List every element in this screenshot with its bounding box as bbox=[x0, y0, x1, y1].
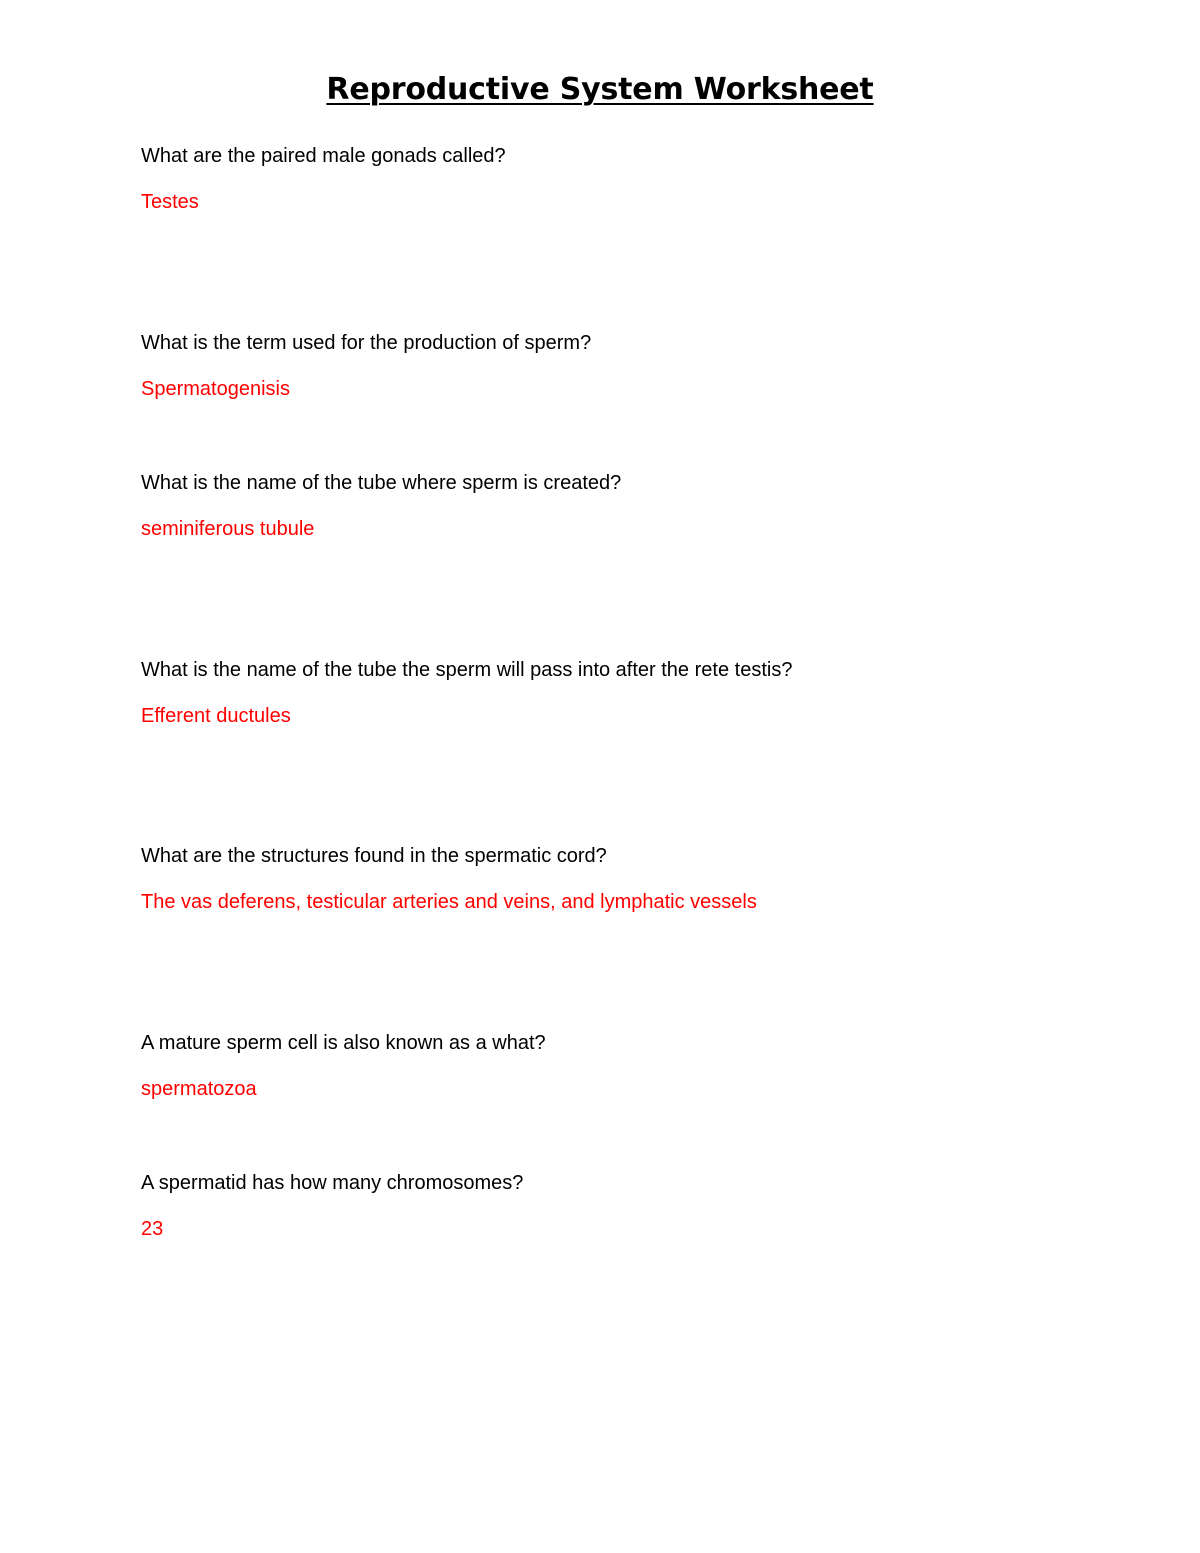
qa-item-4 bbox=[141, 657, 1141, 729]
answer-4: Efferent ductules bbox=[141, 705, 291, 727]
question-1: What are the paired male gonads called? bbox=[141, 145, 506, 167]
qa-item-3 bbox=[141, 470, 1141, 542]
answer-7: 23 bbox=[141, 1218, 164, 1240]
answer-6: spermatozoa bbox=[141, 1078, 257, 1100]
question-6: A mature sperm cell is also known as a what? bbox=[141, 1032, 546, 1054]
question-4: What is the name of the tube the sperm will pass into after the rete testis? bbox=[141, 659, 793, 681]
qa-item-7 bbox=[141, 1170, 1141, 1242]
qa-item-2 bbox=[141, 330, 1141, 402]
answer-1: Testes bbox=[141, 191, 199, 213]
qa-item-1 bbox=[141, 143, 1141, 215]
question-3: What is the name of the tube where sperm is created? bbox=[141, 472, 622, 494]
question-5: What are the structures found in the spermatic cord? bbox=[141, 845, 607, 867]
question-2: What is the term used for the production of sperm? bbox=[141, 332, 592, 354]
qa-item-6 bbox=[141, 1030, 1141, 1102]
answer-2: Spermatogenisis bbox=[141, 378, 290, 400]
answer-5: The vas deferens, testicular arteries and veins, and lymphatic vessels bbox=[141, 891, 757, 913]
answer-3: seminiferous tubule bbox=[141, 518, 315, 540]
qa-item-5 bbox=[141, 843, 1141, 915]
page-title: Reproductive System Worksheet bbox=[326, 72, 874, 107]
question-7: A spermatid has how many chromosomes? bbox=[141, 1172, 524, 1194]
